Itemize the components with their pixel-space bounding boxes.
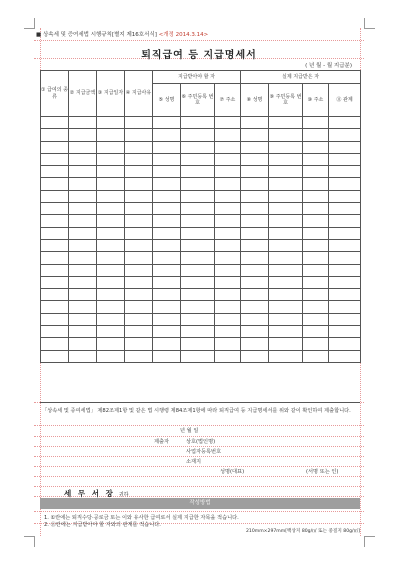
- table-cell[interactable]: [215, 264, 241, 276]
- table-cell[interactable]: [181, 289, 215, 301]
- table-row: [41, 190, 361, 202]
- col-header-address: ⑦ 주소: [215, 84, 241, 117]
- table-cell[interactable]: [69, 178, 97, 190]
- table-cell[interactable]: [153, 129, 181, 141]
- table-cell[interactable]: [69, 227, 97, 239]
- table-row: [41, 264, 361, 276]
- table-cell[interactable]: [41, 252, 69, 264]
- table-cell[interactable]: [153, 141, 181, 153]
- table-cell[interactable]: [303, 301, 329, 313]
- paper-spec: 210mm×297mm[백상지 80g/㎡ 또는 중질지 80g/㎡]: [245, 529, 360, 534]
- table-cell[interactable]: [41, 326, 69, 338]
- table-cell[interactable]: [303, 289, 329, 301]
- table-cell[interactable]: [303, 141, 329, 153]
- table-cell[interactable]: [125, 227, 153, 239]
- table-cell[interactable]: [215, 313, 241, 325]
- table-cell[interactable]: [125, 264, 153, 276]
- submitter-label: 제출자: [154, 439, 170, 445]
- table-cell[interactable]: [69, 264, 97, 276]
- table-cell[interactable]: [269, 252, 303, 264]
- table-cell[interactable]: [125, 166, 153, 178]
- table-cell[interactable]: [125, 350, 153, 362]
- signature-block: [40, 427, 360, 473]
- table-cell[interactable]: [241, 190, 269, 202]
- table-cell[interactable]: [97, 276, 125, 288]
- table-cell[interactable]: [69, 289, 97, 301]
- legal-basis: [36, 30, 208, 38]
- table-cell[interactable]: [181, 215, 215, 227]
- table-cell[interactable]: [125, 276, 153, 288]
- table-row: [41, 338, 361, 350]
- table-cell[interactable]: [153, 289, 181, 301]
- table-cell[interactable]: [41, 129, 69, 141]
- table-cell[interactable]: [153, 239, 181, 251]
- table-cell[interactable]: [269, 153, 303, 165]
- legal-basis-text: ■ 상속세 및 증여세법 시행규칙[별지 제16호서식]: [36, 32, 157, 38]
- guide-line: [34, 511, 364, 512]
- table-cell[interactable]: [215, 141, 241, 153]
- table-cell[interactable]: [215, 190, 241, 202]
- table-cell[interactable]: [269, 203, 303, 215]
- table-cell[interactable]: [269, 166, 303, 178]
- table-cell[interactable]: [215, 276, 241, 288]
- table-cell[interactable]: [97, 264, 125, 276]
- table-cell[interactable]: [329, 289, 361, 301]
- table-cell[interactable]: [153, 190, 181, 202]
- table-row: [41, 276, 361, 288]
- table-cell[interactable]: [269, 338, 303, 350]
- table-cell[interactable]: [181, 166, 215, 178]
- table-cell[interactable]: [153, 326, 181, 338]
- table-cell[interactable]: [303, 326, 329, 338]
- payment-period[interactable]: ( 년 월 - 월 지급분): [305, 63, 352, 69]
- table-cell[interactable]: [303, 203, 329, 215]
- table-cell[interactable]: [241, 117, 269, 129]
- table-cell[interactable]: [303, 215, 329, 227]
- table-cell[interactable]: [215, 252, 241, 264]
- table-cell[interactable]: [181, 326, 215, 338]
- table-cell[interactable]: [329, 203, 361, 215]
- table-cell[interactable]: [241, 141, 269, 153]
- col-header-reason: ④ 지급사유: [125, 71, 153, 117]
- table-cell[interactable]: [153, 166, 181, 178]
- table-cell[interactable]: [97, 338, 125, 350]
- table-cell[interactable]: [125, 117, 153, 129]
- table-cell[interactable]: [181, 117, 215, 129]
- table-cell[interactable]: [329, 227, 361, 239]
- table-cell[interactable]: [329, 178, 361, 190]
- table-cell[interactable]: [181, 203, 215, 215]
- table-cell[interactable]: [69, 350, 97, 362]
- table-cell[interactable]: [303, 153, 329, 165]
- table-cell[interactable]: [97, 166, 125, 178]
- table-cell[interactable]: [241, 350, 269, 362]
- table-cell[interactable]: [215, 153, 241, 165]
- table-cell[interactable]: [241, 153, 269, 165]
- table-row: [41, 326, 361, 338]
- col-header-actual-name: ⑧ 성명: [241, 84, 269, 117]
- table-cell[interactable]: [153, 338, 181, 350]
- table-cell[interactable]: [97, 301, 125, 313]
- col-header-name: ⑤ 성명: [153, 84, 181, 117]
- table-cell[interactable]: [125, 215, 153, 227]
- table-row: [41, 289, 361, 301]
- table-cell[interactable]: [269, 289, 303, 301]
- table-cell[interactable]: [153, 153, 181, 165]
- table-cell[interactable]: [269, 301, 303, 313]
- table-cell[interactable]: [241, 264, 269, 276]
- table-cell[interactable]: [269, 141, 303, 153]
- table-cell[interactable]: [329, 166, 361, 178]
- table-cell[interactable]: [41, 203, 69, 215]
- table-cell[interactable]: [153, 215, 181, 227]
- table-cell[interactable]: [303, 129, 329, 141]
- table-cell[interactable]: [41, 178, 69, 190]
- table-cell[interactable]: [303, 338, 329, 350]
- table-cell[interactable]: [181, 239, 215, 251]
- table-row: [41, 301, 361, 313]
- table-row: [41, 129, 361, 141]
- table-cell[interactable]: [125, 252, 153, 264]
- table-cell[interactable]: [241, 313, 269, 325]
- table-cell[interactable]: [269, 313, 303, 325]
- table-cell[interactable]: [69, 141, 97, 153]
- table-cell[interactable]: [215, 350, 241, 362]
- table-cell[interactable]: [329, 190, 361, 202]
- table-cell[interactable]: [303, 117, 329, 129]
- table-cell[interactable]: [181, 178, 215, 190]
- table-cell[interactable]: [241, 239, 269, 251]
- table-cell[interactable]: [241, 301, 269, 313]
- table-cell[interactable]: [241, 289, 269, 301]
- table-cell[interactable]: [329, 153, 361, 165]
- instruction-item: 2. ⑪란에는 지급받아야 할 자와의 관계를 적습니다.: [44, 522, 161, 528]
- table-cell[interactable]: [125, 326, 153, 338]
- table-cell[interactable]: [97, 313, 125, 325]
- col-header-pay-type: ① 급여의 종류: [41, 71, 69, 117]
- table-cell[interactable]: [269, 276, 303, 288]
- table-cell[interactable]: [329, 276, 361, 288]
- table-cell[interactable]: [181, 190, 215, 202]
- table-cell[interactable]: [69, 326, 97, 338]
- col-header-pay-date: ③ 지급일자: [97, 71, 125, 117]
- table-cell[interactable]: [153, 203, 181, 215]
- table-cell[interactable]: [97, 190, 125, 202]
- table-cell[interactable]: [269, 117, 303, 129]
- table-cell[interactable]: [269, 326, 303, 338]
- table-cell[interactable]: [241, 166, 269, 178]
- table-cell[interactable]: [97, 153, 125, 165]
- table-cell[interactable]: [329, 117, 361, 129]
- table-cell[interactable]: [215, 203, 241, 215]
- table-cell[interactable]: [69, 276, 97, 288]
- amendment-note: <개정 2014.3.14>: [158, 32, 209, 38]
- table-cell[interactable]: [303, 313, 329, 325]
- table-cell[interactable]: [215, 239, 241, 251]
- table-cell[interactable]: [215, 326, 241, 338]
- table-cell[interactable]: [241, 276, 269, 288]
- table-cell[interactable]: [69, 252, 97, 264]
- table-cell[interactable]: [303, 178, 329, 190]
- submission-date[interactable]: 년 월 일: [180, 428, 199, 434]
- table-cell[interactable]: [41, 350, 69, 362]
- table-cell[interactable]: [41, 264, 69, 276]
- table-cell[interactable]: [153, 227, 181, 239]
- tax-office-name: 세 무 서 장: [64, 489, 115, 498]
- table-cell[interactable]: [41, 301, 69, 313]
- table-cell[interactable]: [41, 239, 69, 251]
- table-cell[interactable]: [329, 264, 361, 276]
- table-cell[interactable]: [241, 178, 269, 190]
- table-row: [41, 166, 361, 178]
- table-cell[interactable]: [241, 326, 269, 338]
- table-cell[interactable]: [303, 264, 329, 276]
- table-cell[interactable]: [97, 203, 125, 215]
- table-cell[interactable]: [215, 166, 241, 178]
- signature-note[interactable]: (서명 또는 인): [306, 469, 339, 475]
- table-cell[interactable]: [215, 289, 241, 301]
- table-cell[interactable]: [329, 338, 361, 350]
- table-bottom-rule: [40, 402, 360, 403]
- table-cell[interactable]: [125, 313, 153, 325]
- table-cell[interactable]: [125, 190, 153, 202]
- form-title: 퇴직급여 등 지급명세서: [141, 50, 257, 61]
- table-cell[interactable]: [215, 338, 241, 350]
- table-cell[interactable]: [241, 227, 269, 239]
- instructions-header: 작성방법: [40, 498, 360, 509]
- table-cell[interactable]: [329, 326, 361, 338]
- table-cell[interactable]: [329, 350, 361, 362]
- table-cell[interactable]: [125, 338, 153, 350]
- table-cell[interactable]: [41, 338, 69, 350]
- table-cell[interactable]: [329, 129, 361, 141]
- group-header-payee-due: 지급받아야 할 자: [153, 71, 241, 84]
- table-cell[interactable]: [269, 178, 303, 190]
- table-cell[interactable]: [269, 239, 303, 251]
- table-row: [41, 239, 361, 251]
- table-cell[interactable]: [215, 117, 241, 129]
- table-cell[interactable]: [153, 117, 181, 129]
- table-cell[interactable]: [153, 313, 181, 325]
- table-cell[interactable]: [269, 264, 303, 276]
- table-cell[interactable]: [329, 301, 361, 313]
- table-cell[interactable]: [153, 276, 181, 288]
- guide-line: [34, 40, 364, 41]
- table-cell[interactable]: [303, 350, 329, 362]
- table-body: [41, 117, 361, 363]
- table-row: [41, 117, 361, 129]
- table-cell[interactable]: [269, 215, 303, 227]
- table-cell[interactable]: [69, 129, 97, 141]
- table-cell[interactable]: [97, 350, 125, 362]
- form-sheet: [34, 28, 364, 536]
- table-cell[interactable]: [97, 289, 125, 301]
- table-cell[interactable]: [41, 313, 69, 325]
- table-cell[interactable]: [303, 227, 329, 239]
- table-cell[interactable]: [241, 215, 269, 227]
- table-cell[interactable]: [125, 301, 153, 313]
- crop-mark-top-right: [364, 18, 375, 29]
- table-cell[interactable]: [215, 129, 241, 141]
- table-cell[interactable]: [125, 289, 153, 301]
- table-cell[interactable]: [181, 313, 215, 325]
- table-cell[interactable]: [41, 190, 69, 202]
- table-row: [41, 178, 361, 190]
- table-cell[interactable]: [97, 178, 125, 190]
- table-cell[interactable]: [125, 203, 153, 215]
- table-cell[interactable]: [153, 252, 181, 264]
- table-cell[interactable]: [303, 252, 329, 264]
- table-cell[interactable]: [97, 129, 125, 141]
- table-cell[interactable]: [329, 141, 361, 153]
- table-cell[interactable]: [153, 178, 181, 190]
- table-cell[interactable]: [97, 252, 125, 264]
- table-cell[interactable]: [41, 215, 69, 227]
- table-cell[interactable]: [125, 129, 153, 141]
- table-cell[interactable]: [269, 190, 303, 202]
- group-header-payee-actual: 실제 지급받은 자: [241, 71, 361, 84]
- table-cell[interactable]: [181, 129, 215, 141]
- table-row: [41, 252, 361, 264]
- table-cell[interactable]: [69, 239, 97, 251]
- table-cell[interactable]: [241, 203, 269, 215]
- table-cell[interactable]: [69, 190, 97, 202]
- table-cell[interactable]: [69, 117, 97, 129]
- table-cell[interactable]: [41, 141, 69, 153]
- table-cell[interactable]: [69, 153, 97, 165]
- table-cell[interactable]: [97, 227, 125, 239]
- table-row: [41, 203, 361, 215]
- table-cell[interactable]: [241, 252, 269, 264]
- col-header-actual-address: ⑩ 주소: [303, 84, 329, 117]
- table-cell[interactable]: [125, 239, 153, 251]
- table-cell[interactable]: [303, 239, 329, 251]
- table-cell[interactable]: [41, 289, 69, 301]
- guide-line: [34, 486, 364, 487]
- table-cell[interactable]: [269, 129, 303, 141]
- table-cell[interactable]: [69, 313, 97, 325]
- table-cell[interactable]: [41, 117, 69, 129]
- col-header-amount: ② 지급금액: [69, 71, 97, 117]
- table-cell[interactable]: [181, 301, 215, 313]
- table-cell[interactable]: [269, 350, 303, 362]
- table-cell[interactable]: [153, 264, 181, 276]
- col-header-resident-id: ⑥ 주민등록 번호: [181, 84, 215, 117]
- representative-label: 성명(대표): [220, 469, 245, 475]
- table-cell[interactable]: [97, 239, 125, 251]
- table-cell[interactable]: [329, 215, 361, 227]
- company-name-label: 상호(법인명): [186, 439, 216, 445]
- submission-statement: 「상속세 및 증여세법」 제82조제1항 및 같은 법 시행령 제84조제1항에 따라 퇴직급여 등 지급명세서를 위와 같이 확인하여 제출합니다.: [42, 408, 351, 414]
- table-cell[interactable]: [69, 301, 97, 313]
- table-cell[interactable]: [215, 301, 241, 313]
- table-cell[interactable]: [215, 215, 241, 227]
- col-header-actual-resident-id: ⑨ 주민등록 번호: [269, 84, 303, 117]
- table-cell[interactable]: [69, 215, 97, 227]
- table-cell[interactable]: [97, 141, 125, 153]
- table-cell[interactable]: [215, 178, 241, 190]
- guide-line: [34, 425, 364, 426]
- table-cell[interactable]: [41, 153, 69, 165]
- table-cell[interactable]: [215, 227, 241, 239]
- table-cell[interactable]: [181, 252, 215, 264]
- col-header-relation: ⑪ 관계: [329, 84, 361, 117]
- table-cell[interactable]: [69, 166, 97, 178]
- table-row: [41, 215, 361, 227]
- crop-mark-bottom-right: [364, 536, 375, 547]
- table-cell[interactable]: [97, 326, 125, 338]
- payment-table: [40, 70, 361, 363]
- table-row: [41, 153, 361, 165]
- table-row: [41, 141, 361, 153]
- table-cell[interactable]: [181, 153, 215, 165]
- table-cell[interactable]: [329, 252, 361, 264]
- biz-number-label: 사업자등록번호: [186, 449, 222, 455]
- table-cell[interactable]: [125, 141, 153, 153]
- table-cell[interactable]: [153, 301, 181, 313]
- table-cell[interactable]: [41, 227, 69, 239]
- instruction-item: 1. ①란에는 퇴직수당·공로금 또는 이와 유사한 급여로서 실제 지급한 자목을 적습니다.: [44, 515, 239, 521]
- table-cell[interactable]: [181, 350, 215, 362]
- table-cell[interactable]: [181, 141, 215, 153]
- table-cell[interactable]: [181, 264, 215, 276]
- crop-mark-bottom-left: [24, 536, 35, 547]
- table-cell[interactable]: [181, 338, 215, 350]
- table-cell[interactable]: [125, 153, 153, 165]
- location-label: 소재지: [186, 459, 202, 465]
- table-cell[interactable]: [303, 166, 329, 178]
- table-cell[interactable]: [41, 276, 69, 288]
- table-cell[interactable]: [97, 215, 125, 227]
- table-cell[interactable]: [125, 178, 153, 190]
- table-row: [41, 313, 361, 325]
- table-cell[interactable]: [269, 227, 303, 239]
- table-cell[interactable]: [181, 276, 215, 288]
- table-cell[interactable]: [329, 239, 361, 251]
- guide-line: [34, 476, 364, 477]
- table-cell[interactable]: [41, 166, 69, 178]
- table-cell[interactable]: [303, 276, 329, 288]
- table-cell[interactable]: [181, 227, 215, 239]
- table-cell[interactable]: [69, 338, 97, 350]
- table-cell[interactable]: [241, 338, 269, 350]
- table-cell[interactable]: [303, 190, 329, 202]
- table-cell[interactable]: [97, 117, 125, 129]
- table-cell[interactable]: [153, 350, 181, 362]
- table-cell[interactable]: [69, 203, 97, 215]
- addressee-suffix: 귀하: [118, 492, 129, 498]
- table-cell[interactable]: [329, 313, 361, 325]
- table-cell[interactable]: [241, 129, 269, 141]
- table-row: [41, 350, 361, 362]
- table-row: [41, 227, 361, 239]
